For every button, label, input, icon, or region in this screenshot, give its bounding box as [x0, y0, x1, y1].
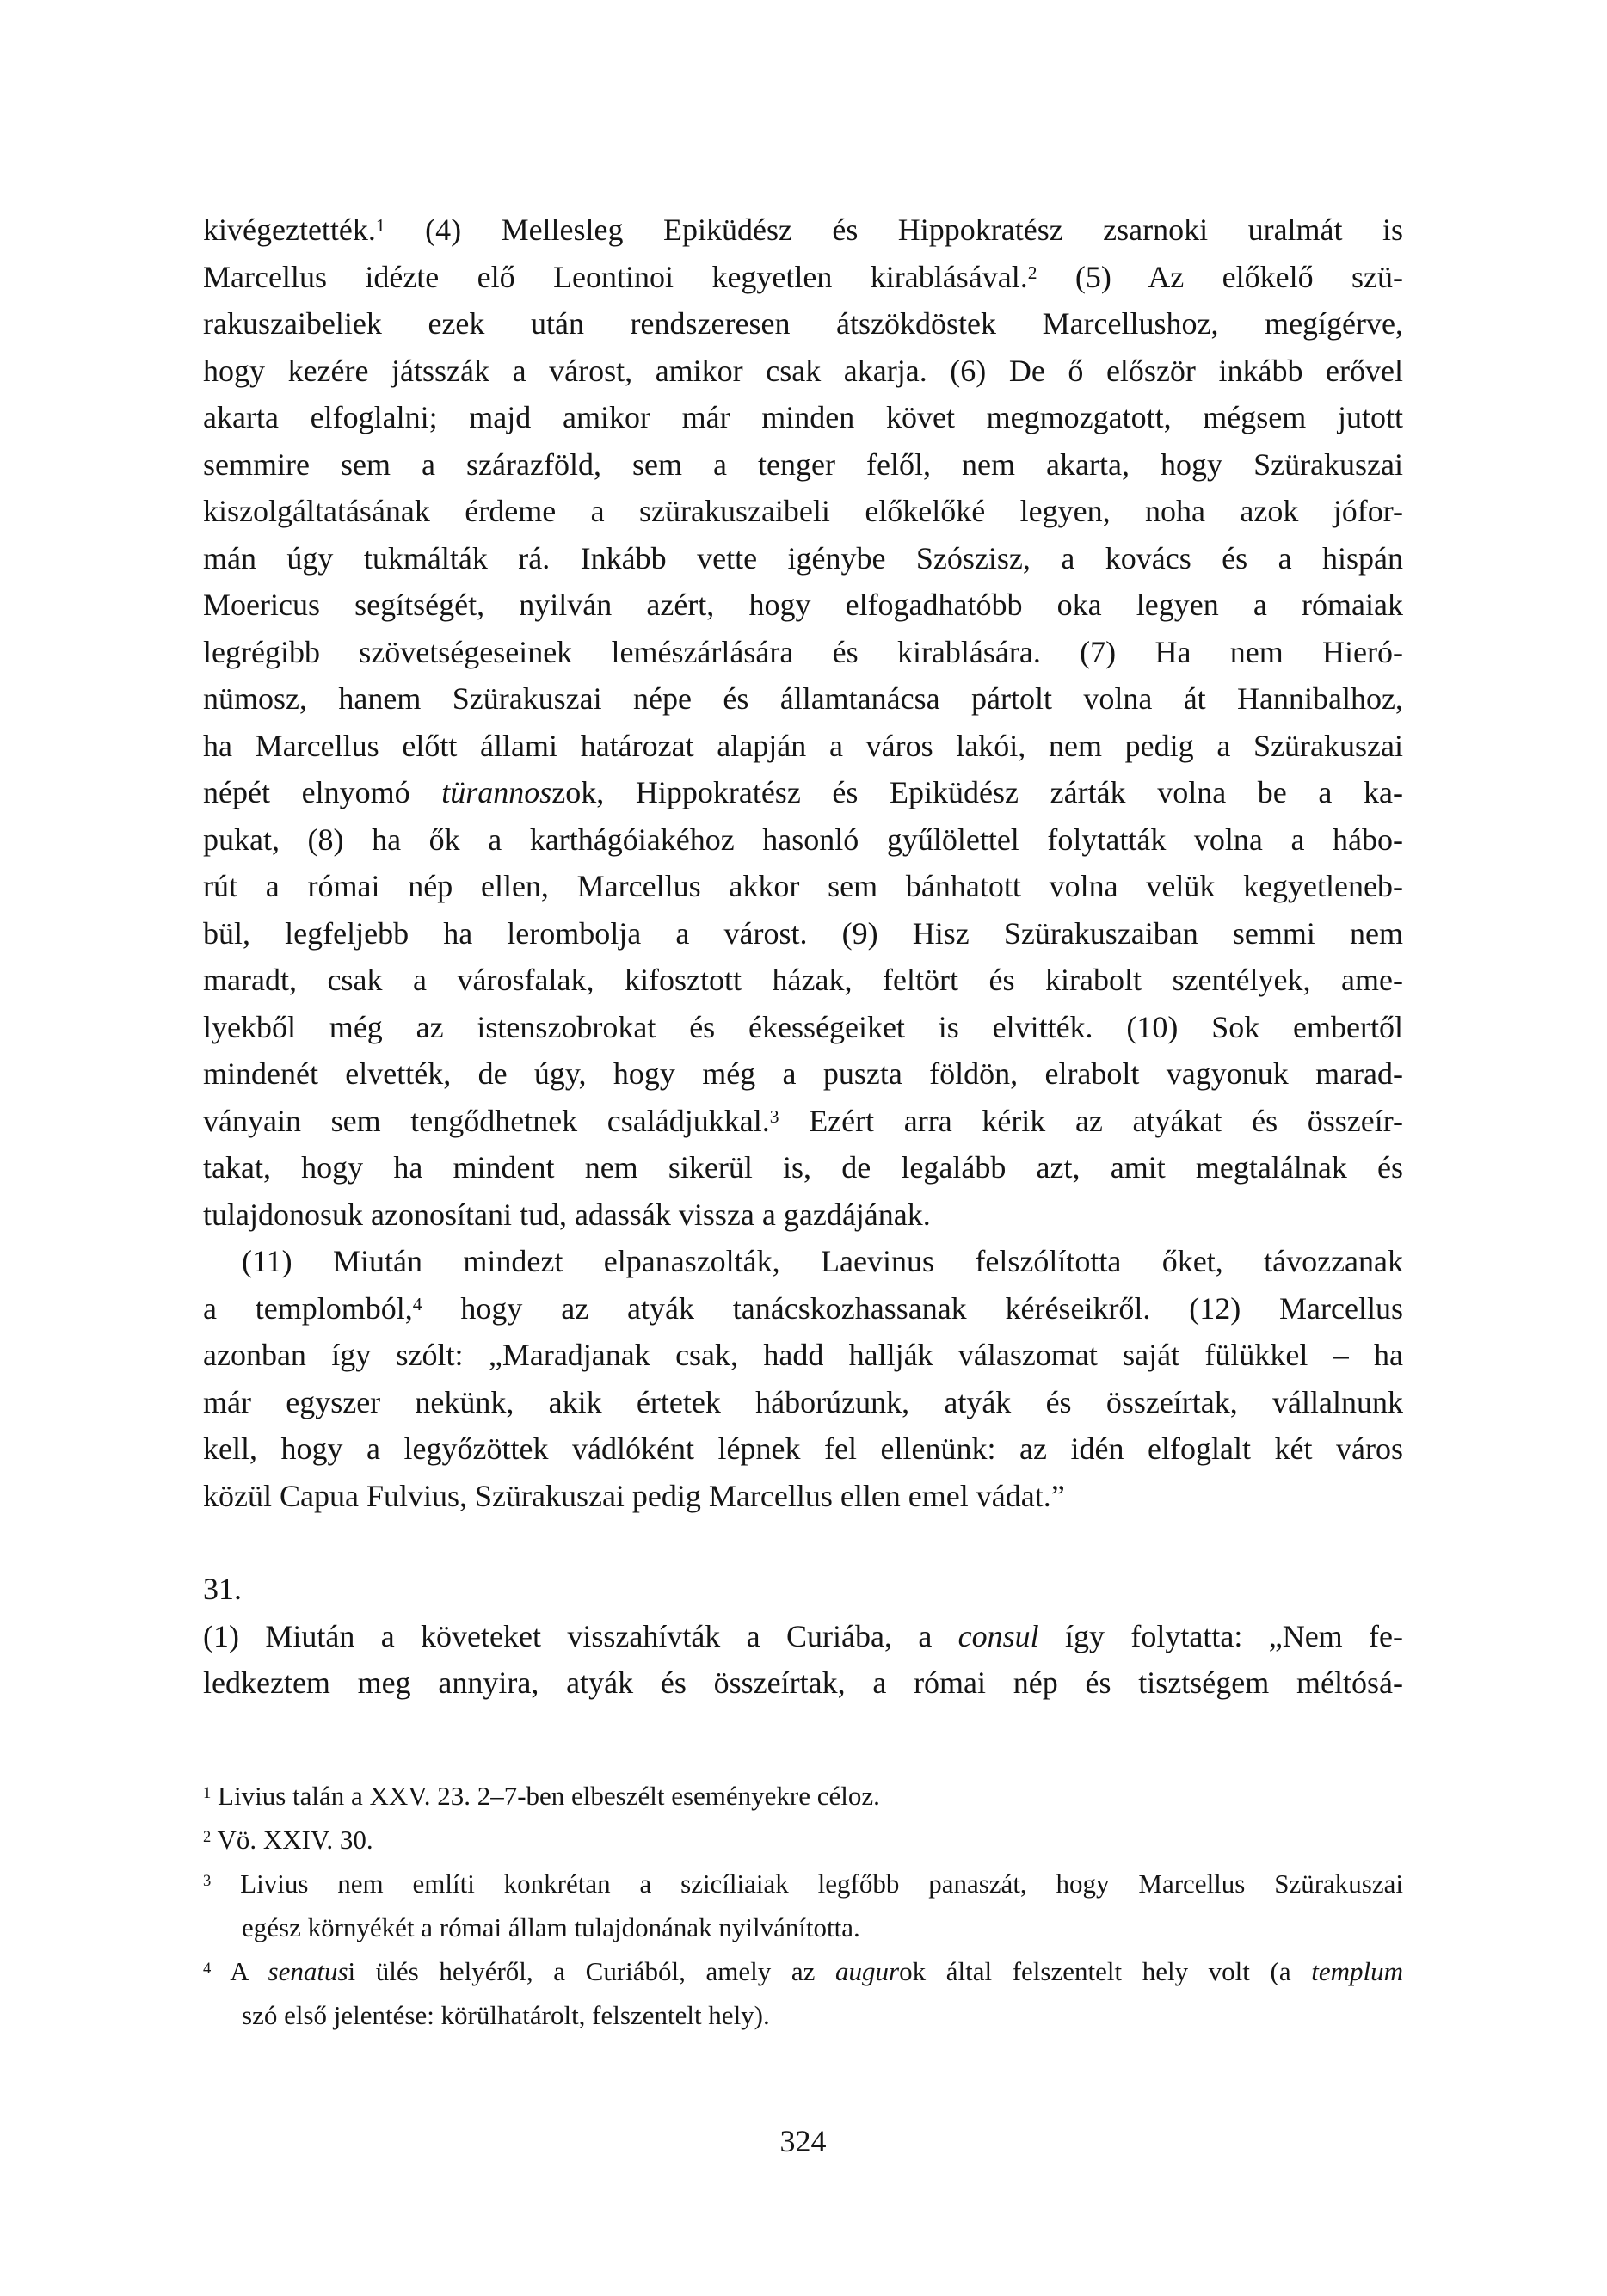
footnote-3 — [203, 1862, 1403, 1949]
text-line: (1) Miután a követeket visszahívták a Curiába, a consul így folytatta: „Nem fe- — [203, 1618, 1403, 1653]
text-line: nümosz, hanem Szürakuszai népe és államtanácsa pártolt volna át Hannibalhoz, — [203, 681, 1403, 716]
italic-term: augur — [835, 1956, 900, 1986]
text-line: kivégeztették.$^1$ (4) Mellesleg Epiküdész és Hippokratész zsarnoki uralmát is — [203, 212, 1403, 247]
text-line: pukat, (8) ha ők a karthágóiakéhoz hasonló gyűlölettel folytatták volna a hábo- — [203, 822, 1403, 857]
text-line: ványain sem tengődhetnek családjukkal.$^3$ Ezért arra kérik az atyákat és összeír- — [203, 1103, 1403, 1138]
text-line: legrégibb szövetségeseinek lemészárlására és kirablására. (7) Ha nem Hieró- — [203, 634, 1403, 669]
text-line: hogy kezére játsszák a várost, amikor csak akarja. (6) De ő először inkább erővel — [203, 353, 1403, 388]
footnote-line: $^2$ Vö. XXIV. 30. — [203, 1825, 373, 1855]
text-line: kiszolgáltatásának érdeme a szürakuszaibeli előkelőké legyen, noha azok jófor- — [203, 494, 1403, 528]
footnote-4 — [203, 1949, 1403, 2037]
italic-term: templum — [1311, 1956, 1403, 1986]
footnote-ref: 1 — [375, 215, 385, 237]
text-line: Moericus segítségét, nyilván azért, hogy elfogadhatóbb oka legyen a rómaiak — [203, 588, 1403, 622]
italic-term: consul — [957, 1618, 1039, 1653]
text-line: semmire sem a szárazföld, sem a tenger felől, nem akarta, hogy Szürakuszai — [203, 446, 1403, 482]
text-line: lyekből még az istenszobrokat és ékességeiket is elvitték. (10) Sok embertől — [203, 1009, 1403, 1044]
footnote-line: szó első jelentése: körülhatárolt, felszentelt hely). — [242, 2000, 770, 2030]
paragraph-30-11 — [203, 1238, 1403, 1519]
footnote-line: $^3$ Livius nem említi konkrétan a szicíliaiak legfőbb panaszát, hogy Marcellus Szürakuszai — [203, 1868, 1403, 1899]
text-line: mán úgy tukmálták rá. Inkább vette igénybe Szószisz, a kovács és a hispán — [203, 540, 1403, 576]
text-line: ledkeztem meg annyira, atyák és összeírtak, a római nép és tisztségem méltósá- — [203, 1665, 1403, 1700]
section-heading-31: 31. — [203, 1572, 242, 1606]
page-number: 324 — [779, 2124, 827, 2158]
text-line: ha Marcellus előtt állami határozat alapján a város lakói, nem pedig a Szürakuszai — [203, 728, 1403, 763]
paragraph-31-1 — [203, 1613, 1403, 1707]
text-line: a templomból,$^4$ hogy az atyák tanácskozhassanak kéréseikről. (12) Marcellus — [203, 1290, 1403, 1326]
text-line: bül, legfeljebb ha lerombolja a várost. (9) Hisz Szürakuszaiban semmi nem — [203, 915, 1403, 951]
footnote-1 — [203, 1774, 1403, 1818]
body-text — [203, 206, 1403, 1707]
text-line: rakuszaibeliek ezek után rendszeresen átszökdöstek Marcellushoz, megígérve, — [203, 306, 1403, 341]
text-line: már egyszer nekünk, akik értetek háborúzunk, atyák és összeírtak, vállalnunk — [203, 1384, 1403, 1419]
text-line: kell, hogy a legyőzöttek vádlóként lépnek fel ellenünk: az idén elfoglalt két város — [203, 1431, 1403, 1466]
footnote-line: $^4$ A senatusi ülés helyéről, a Curiából, amely az augurok által felszentelt hely volt (a templum — [203, 1956, 1403, 1986]
footnote-ref: 2 — [1027, 262, 1037, 283]
text-line: közül Capua Fulvius, Szürakuszai pedig Marcellus ellen emel vádat.” — [203, 1478, 1065, 1513]
text-line: (11) Miután mindezt elpanaszolták, Laevinus felszólította őket, távozzanak — [242, 1244, 1403, 1278]
italic-term: türannos — [441, 775, 552, 809]
footnote-line: $^1$ Livius talán a XXV. 23. 2–7-ben elbeszélt eseményekre céloz. — [203, 1781, 880, 1811]
text-line: akarta elfoglalni; majd amikor már minden követ megmozgatott, mégsem jutott — [203, 400, 1403, 434]
footnotes — [203, 1774, 1403, 2037]
footnote-marker: 2 — [203, 1827, 212, 1846]
text-line: Marcellus idézte elő Leontinoi kegyetlen kirablásával.$^2$ (5) Az előkelő szü- — [203, 259, 1403, 294]
footnote-2 — [203, 1818, 1403, 1862]
italic-term: senatus — [268, 1956, 348, 1986]
text-line: takat, hogy ha mindent nem sikerül is, de legalább azt, amit megtalálnak és — [203, 1150, 1403, 1185]
text-line: mindenét elvették, de úgy, hogy még a puszta földön, elrabolt vagyonuk marad- — [203, 1056, 1403, 1091]
paragraph-30-continued — [203, 206, 1403, 1238]
footnote-marker: 4 — [203, 1959, 212, 1978]
text-line: népét elnyomó türannoszok, Hippokratész és Epiküdész zárták volna be a ka- — [203, 775, 1403, 809]
text-line: azonban így szólt: „Maradjanak csak, hadd hallják válaszomat saját fülükkel – ha — [203, 1338, 1403, 1372]
footnote-marker: 1 — [203, 1783, 212, 1802]
text-line: tulajdonosuk azonosítani tud, adassák vissza a gazdájának. — [203, 1197, 931, 1232]
text-line: rút a római nép ellen, Marcellus akkor sem bánhatott volna velük kegyetleneb- — [203, 869, 1403, 903]
footnote-line: egész környékét a római állam tulajdonának nyilvánította. — [242, 1912, 860, 1942]
footnote-marker: 3 — [203, 1871, 212, 1890]
text-line: maradt, csak a városfalak, kifosztott házak, feltört és kirabolt szentélyek, ame- — [203, 963, 1403, 997]
footnote-ref: 3 — [769, 1105, 779, 1127]
footnote-ref: 4 — [412, 1293, 422, 1314]
